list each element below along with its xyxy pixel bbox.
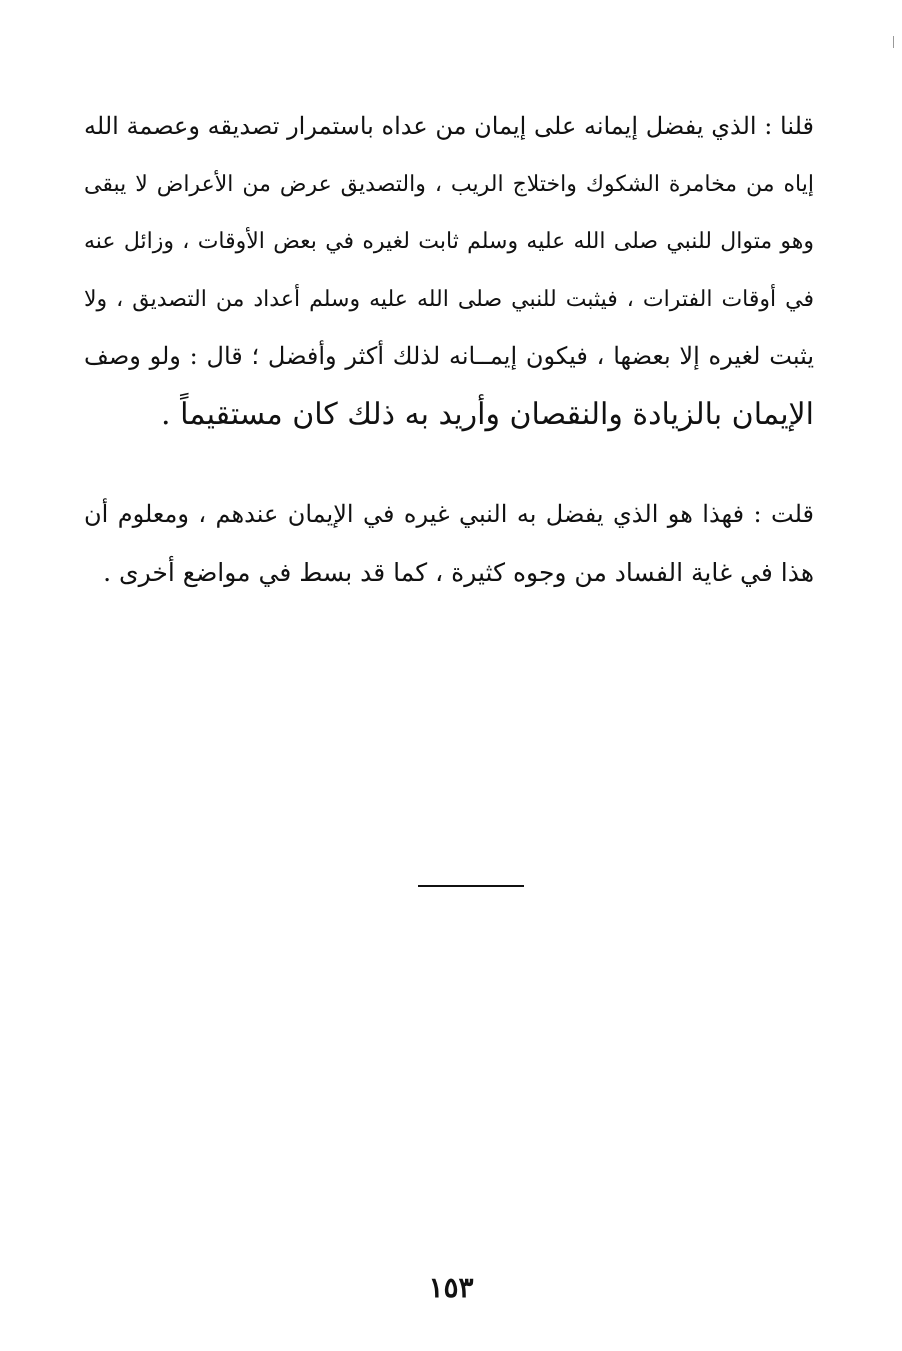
paragraph-line: قلنا : الذي يفضل إيمانه على إيمان من عداه باستمرار تصديقه وعصمة الله [84,112,814,140]
paragraph-2 [84,486,814,601]
paragraph-line: وهو متوال للنبي صلى الله عليه وسلم ثابت لغيره في بعض الأوقات ، وزائل عنه [84,229,814,255]
paragraph-line: الإيمان بالزيادة والنقصان وأريد به ذلك كان مستقيماً . [161,396,814,432]
paragraph-line: قلت : فهذا هو الذي يفضل به النبي غيره في الإيمان عندهم ، ومعلوم أن [84,500,815,528]
paragraph-line: في أوقات الفترات ، فيثبت للنبي صلى الله عليه وسلم أعداد من التصديق ، ولا [84,286,814,312]
paragraph-line: يثبت لغيره إلا بعضها ، فيكون إيمــانه لذلك أكثر وأفضل ؛ قال : ولو وصف [84,342,814,371]
paragraph-line: هذا في غاية الفساد من وجوه كثيرة ، كما قد بسط في مواضع أخرى . [103,557,814,587]
paragraph-line: إياه من مخامرة الشكوك واختلاج الريب ، والتصديق عرض من الأعراض لا يبقى [84,171,814,197]
page-number: ١٥٣ [428,1271,474,1304]
scan-mark [893,36,894,48]
section-divider [418,885,524,887]
paragraph-1 [84,98,814,444]
